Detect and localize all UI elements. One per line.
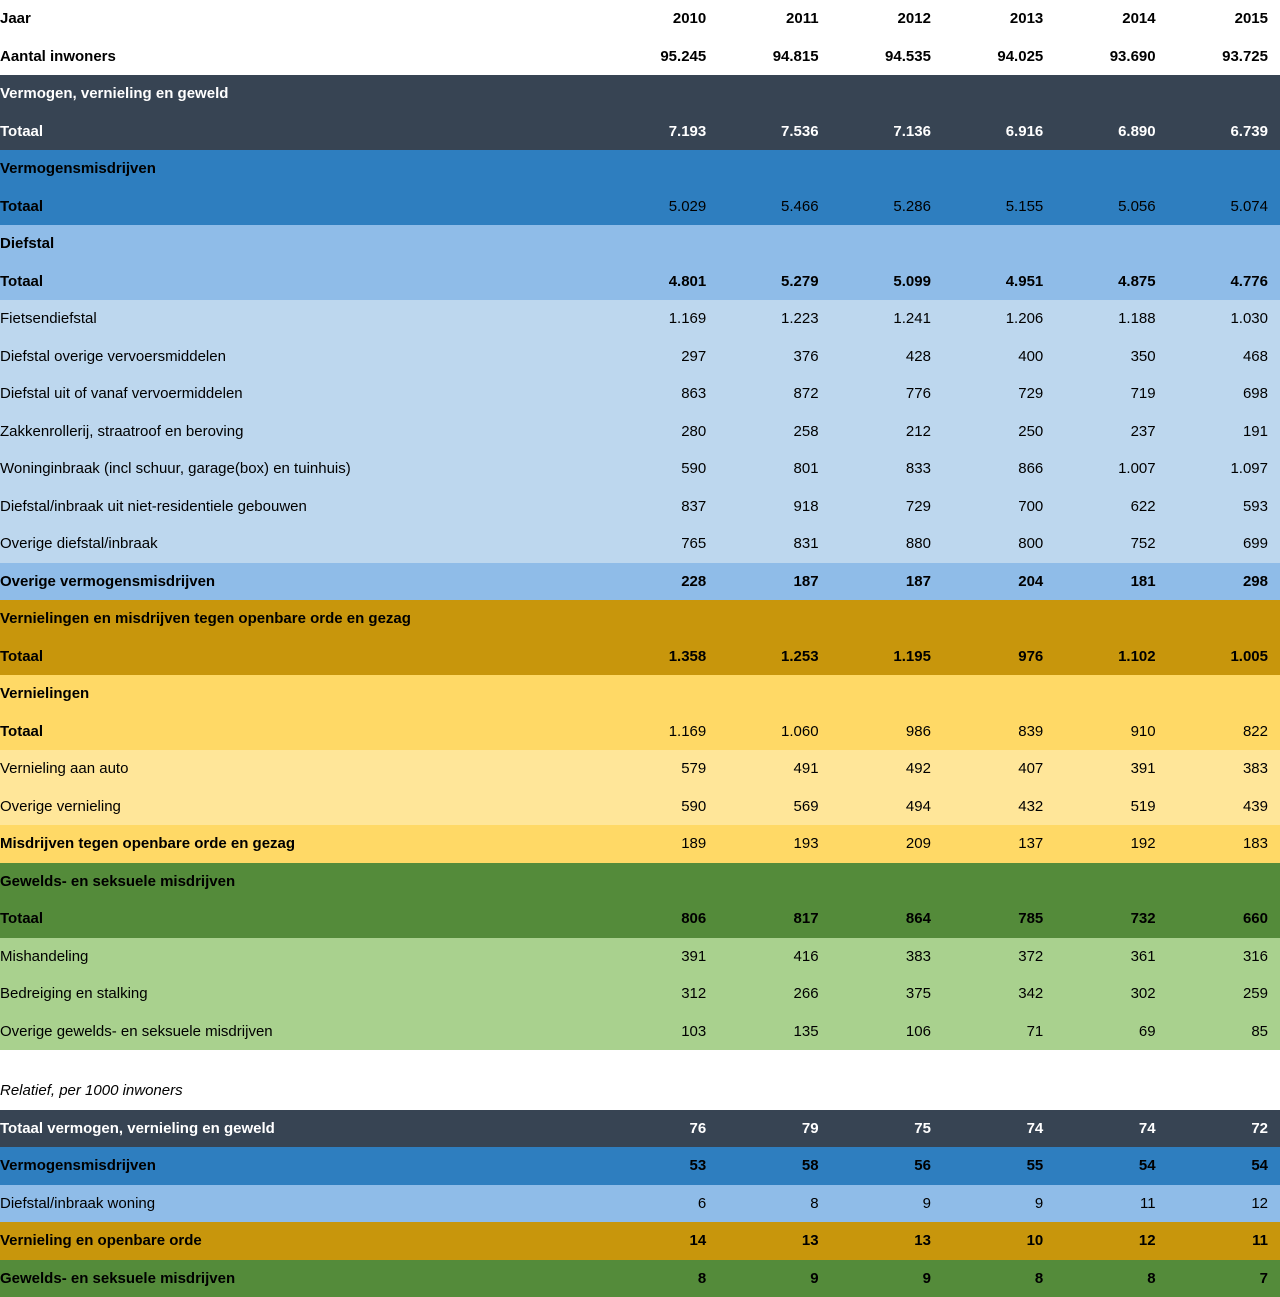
row-value: 8 xyxy=(606,1260,718,1297)
row-value: 866 xyxy=(943,450,1055,488)
row-value: 1.030 xyxy=(1168,300,1280,338)
row-value: 492 xyxy=(831,750,943,788)
subgroup-total-row-diefstal xyxy=(0,263,1280,301)
row-label: Overige vermogensmisdrijven xyxy=(0,563,606,601)
header-population-label: Aantal inwoners xyxy=(0,38,606,76)
row-value: 189 xyxy=(606,825,718,863)
section-total-2015: 6.739 xyxy=(1168,113,1280,151)
relative-row-vernieling xyxy=(0,1222,1280,1260)
table-row xyxy=(0,450,1280,488)
sub0-total-2013: 4.951 xyxy=(943,263,1055,301)
group1-total-2011: 1.253 xyxy=(718,638,830,676)
row-value: 54 xyxy=(1168,1147,1280,1185)
row-value: 519 xyxy=(1055,788,1167,826)
row-value: 106 xyxy=(831,1013,943,1051)
year-2012: 2012 xyxy=(831,0,943,38)
row-value: 192 xyxy=(1055,825,1167,863)
relative-row-diefstal-woning xyxy=(0,1185,1280,1223)
group-total-label-geweld: Totaal xyxy=(0,900,606,938)
row-value: 13 xyxy=(718,1222,830,1260)
subgroup-title-row-diefstal xyxy=(0,225,1280,263)
section-total-label: Totaal xyxy=(0,113,606,151)
table-row xyxy=(0,938,1280,976)
table-row xyxy=(0,1013,1280,1051)
section-total-2010: 7.193 xyxy=(606,113,718,151)
row-value: 375 xyxy=(831,975,943,1013)
group0-total-2013: 5.155 xyxy=(943,188,1055,226)
group0-total-2015: 5.074 xyxy=(1168,188,1280,226)
row-value: 193 xyxy=(718,825,830,863)
group-total-row-geweld xyxy=(0,900,1280,938)
population-2010: 95.245 xyxy=(606,38,718,76)
row-value: 372 xyxy=(943,938,1055,976)
group0-total-2012: 5.286 xyxy=(831,188,943,226)
row-label: Overige vernieling xyxy=(0,788,606,826)
sub1-total-2014: 910 xyxy=(1055,713,1167,751)
row-value: 297 xyxy=(606,338,718,376)
row-value: 266 xyxy=(718,975,830,1013)
row-value: 12 xyxy=(1055,1222,1167,1260)
relative-caption-row xyxy=(0,1072,1280,1110)
row-value: 13 xyxy=(831,1222,943,1260)
table-row xyxy=(0,300,1280,338)
group0-total-2011: 5.466 xyxy=(718,188,830,226)
row-value: 342 xyxy=(943,975,1055,1013)
row-value: 74 xyxy=(1055,1110,1167,1148)
row-value: 74 xyxy=(943,1110,1055,1148)
group1-total-2015: 1.005 xyxy=(1168,638,1280,676)
row-value: 383 xyxy=(831,938,943,976)
population-2011: 94.815 xyxy=(718,38,830,76)
row-value: 54 xyxy=(1055,1147,1167,1185)
row-value: 833 xyxy=(831,450,943,488)
table-row xyxy=(0,338,1280,376)
row-value: 729 xyxy=(943,375,1055,413)
header-row-population xyxy=(0,38,1280,76)
group-title-geweld: Gewelds- en seksuele misdrijven xyxy=(0,863,606,901)
row-value: 316 xyxy=(1168,938,1280,976)
row-value: 312 xyxy=(606,975,718,1013)
row-value: 407 xyxy=(943,750,1055,788)
row-value: 181 xyxy=(1055,563,1167,601)
row-label: Zakkenrollerij, straatroof en beroving xyxy=(0,413,606,451)
row-value: 391 xyxy=(1055,750,1167,788)
row-value: 9 xyxy=(831,1185,943,1223)
year-2010: 2010 xyxy=(606,0,718,38)
sub0-total-2015: 4.776 xyxy=(1168,263,1280,301)
group2-total-2011: 817 xyxy=(718,900,830,938)
row-value: 776 xyxy=(831,375,943,413)
group1-total-2013: 976 xyxy=(943,638,1055,676)
sub1-total-2012: 986 xyxy=(831,713,943,751)
row-value: 416 xyxy=(718,938,830,976)
row-value: 8 xyxy=(718,1185,830,1223)
row-value: 831 xyxy=(718,525,830,563)
section-total-2014: 6.890 xyxy=(1055,113,1167,151)
row-value: 298 xyxy=(1168,563,1280,601)
row-value: 72 xyxy=(1168,1110,1280,1148)
group-title-row-geweld xyxy=(0,863,1280,901)
row-label: Misdrijven tegen openbare orde en gezag xyxy=(0,825,606,863)
row-label: Vernieling aan auto xyxy=(0,750,606,788)
group0-total-2010: 5.029 xyxy=(606,188,718,226)
row-value: 11 xyxy=(1055,1185,1167,1223)
row-value: 103 xyxy=(606,1013,718,1051)
group1-total-2010: 1.358 xyxy=(606,638,718,676)
row-value: 7 xyxy=(1168,1260,1280,1297)
row-value: 209 xyxy=(831,825,943,863)
row-value: 918 xyxy=(718,488,830,526)
row-value: 55 xyxy=(943,1147,1055,1185)
row-value: 593 xyxy=(1168,488,1280,526)
row-label: Diefstal uit of vanaf vervoermiddelen xyxy=(0,375,606,413)
group2-total-2014: 732 xyxy=(1055,900,1167,938)
row-value: 137 xyxy=(943,825,1055,863)
row-value: 12 xyxy=(1168,1185,1280,1223)
year-2013: 2013 xyxy=(943,0,1055,38)
row-label: Overige gewelds- en seksuele misdrijven xyxy=(0,1013,606,1051)
row-value: 361 xyxy=(1055,938,1167,976)
row-value: 212 xyxy=(831,413,943,451)
group2-total-2012: 864 xyxy=(831,900,943,938)
relative-caption: Relatief, per 1000 inwoners xyxy=(0,1072,1280,1110)
row-value: 58 xyxy=(718,1147,830,1185)
table-row xyxy=(0,488,1280,526)
row-value: 491 xyxy=(718,750,830,788)
group-total-row-vermogensmisdrijven xyxy=(0,188,1280,226)
row-value: 432 xyxy=(943,788,1055,826)
population-2013: 94.025 xyxy=(943,38,1055,76)
row-value: 79 xyxy=(718,1110,830,1148)
row-value: 75 xyxy=(831,1110,943,1148)
relative-row-total xyxy=(0,1110,1280,1148)
section-title-row-total xyxy=(0,75,1280,113)
row-value: 729 xyxy=(831,488,943,526)
population-2012: 94.535 xyxy=(831,38,943,76)
row-value: 494 xyxy=(831,788,943,826)
row-label: Mishandeling xyxy=(0,938,606,976)
sub0-total-2014: 4.875 xyxy=(1055,263,1167,301)
sub0-total-2010: 4.801 xyxy=(606,263,718,301)
row-value: 800 xyxy=(943,525,1055,563)
row-value: 350 xyxy=(1055,338,1167,376)
group-total-row-vernielingen xyxy=(0,638,1280,676)
sub1-total-2010: 1.169 xyxy=(606,713,718,751)
row-value: 10 xyxy=(943,1222,1055,1260)
row-value: 183 xyxy=(1168,825,1280,863)
row-value: 9 xyxy=(831,1260,943,1297)
group0-total-2014: 5.056 xyxy=(1055,188,1167,226)
sub1-total-2011: 1.060 xyxy=(718,713,830,751)
row-value: 237 xyxy=(1055,413,1167,451)
row-value: 76 xyxy=(606,1110,718,1148)
sub1-total-2015: 822 xyxy=(1168,713,1280,751)
row-value: 837 xyxy=(606,488,718,526)
row-value: 872 xyxy=(718,375,830,413)
group1-total-2014: 1.102 xyxy=(1055,638,1167,676)
relative-row-geweld xyxy=(0,1260,1280,1297)
year-2015: 2015 xyxy=(1168,0,1280,38)
table-row xyxy=(0,413,1280,451)
sub0-total-2011: 5.279 xyxy=(718,263,830,301)
section-total-2013: 6.916 xyxy=(943,113,1055,151)
row-value: 259 xyxy=(1168,975,1280,1013)
row-value: 880 xyxy=(831,525,943,563)
row-label: Diefstal overige vervoersmiddelen xyxy=(0,338,606,376)
section-title-total: Vermogen, vernieling en geweld xyxy=(0,75,606,113)
row-value: 9 xyxy=(943,1185,1055,1223)
group-total-label-vermogensmisdrijven: Totaal xyxy=(0,188,606,226)
group-title-row-vermogensmisdrijven xyxy=(0,150,1280,188)
row-value: 569 xyxy=(718,788,830,826)
subgroup-title-diefstal: Diefstal xyxy=(0,225,606,263)
group-total-label-vernielingen: Totaal xyxy=(0,638,606,676)
row-value: 1.223 xyxy=(718,300,830,338)
row-value: 228 xyxy=(606,563,718,601)
row-value: 8 xyxy=(943,1260,1055,1297)
year-2014: 2014 xyxy=(1055,0,1167,38)
row-value: 258 xyxy=(718,413,830,451)
row-value: 752 xyxy=(1055,525,1167,563)
subgroup-total-label-diefstal: Totaal xyxy=(0,263,606,301)
subgroup-total-row-vernielingen xyxy=(0,713,1280,751)
table-row xyxy=(0,788,1280,826)
row-value: 187 xyxy=(718,563,830,601)
table-row xyxy=(0,525,1280,563)
row-value: 468 xyxy=(1168,338,1280,376)
row-label: Gewelds- en seksuele misdrijven xyxy=(0,1260,606,1297)
row-value: 53 xyxy=(606,1147,718,1185)
row-value: 622 xyxy=(1055,488,1167,526)
row-value: 85 xyxy=(1168,1013,1280,1051)
sub1-total-2013: 839 xyxy=(943,713,1055,751)
row-value: 719 xyxy=(1055,375,1167,413)
population-2014: 93.690 xyxy=(1055,38,1167,76)
row-value: 187 xyxy=(831,563,943,601)
row-value: 1.206 xyxy=(943,300,1055,338)
row-value: 71 xyxy=(943,1013,1055,1051)
row-value: 1.097 xyxy=(1168,450,1280,488)
row-value: 302 xyxy=(1055,975,1167,1013)
group2-total-2010: 806 xyxy=(606,900,718,938)
section-total-2011: 7.536 xyxy=(718,113,830,151)
subgroup-title-vernielingen: Vernielingen xyxy=(0,675,606,713)
row-value: 280 xyxy=(606,413,718,451)
row-value: 6 xyxy=(606,1185,718,1223)
row-value: 1.007 xyxy=(1055,450,1167,488)
row-value: 1.241 xyxy=(831,300,943,338)
subgroup-total-label-vernielingen: Totaal xyxy=(0,713,606,751)
row-value: 863 xyxy=(606,375,718,413)
row-label: Diefstal/inbraak uit niet-residentiele gebouwen xyxy=(0,488,606,526)
row-label: Totaal vermogen, vernieling en geweld xyxy=(0,1110,606,1148)
table-row xyxy=(0,375,1280,413)
group1-total-2012: 1.195 xyxy=(831,638,943,676)
row-value: 9 xyxy=(718,1260,830,1297)
row-value: 383 xyxy=(1168,750,1280,788)
row-label: Fietsendiefstal xyxy=(0,300,606,338)
group2-total-2013: 785 xyxy=(943,900,1055,938)
row-value: 428 xyxy=(831,338,943,376)
row-value: 204 xyxy=(943,563,1055,601)
row-value: 590 xyxy=(606,450,718,488)
relative-row-vermogensmisdrijven xyxy=(0,1147,1280,1185)
header-year-label: Jaar xyxy=(0,0,606,38)
row-value: 700 xyxy=(943,488,1055,526)
row-value: 698 xyxy=(1168,375,1280,413)
table-row xyxy=(0,750,1280,788)
subgroup-title-row-vernielingen xyxy=(0,675,1280,713)
row-value: 8 xyxy=(1055,1260,1167,1297)
row-label: Diefstal/inbraak woning xyxy=(0,1185,606,1223)
row-value: 135 xyxy=(718,1013,830,1051)
section-total-row xyxy=(0,113,1280,151)
row-value: 801 xyxy=(718,450,830,488)
row-label: Bedreiging en stalking xyxy=(0,975,606,1013)
year-2011: 2011 xyxy=(718,0,830,38)
row-value: 590 xyxy=(606,788,718,826)
group-tail-row-overige-vermogensmisdrijven xyxy=(0,563,1280,601)
section-total-2012: 7.136 xyxy=(831,113,943,151)
group-title-vermogensmisdrijven: Vermogensmisdrijven xyxy=(0,150,606,188)
row-value: 391 xyxy=(606,938,718,976)
row-value: 14 xyxy=(606,1222,718,1260)
row-label: Overige diefstal/inbraak xyxy=(0,525,606,563)
group-tail-row-openbare-orde xyxy=(0,825,1280,863)
row-value: 191 xyxy=(1168,413,1280,451)
row-value: 579 xyxy=(606,750,718,788)
row-value: 56 xyxy=(831,1147,943,1185)
row-label: Vermogensmisdrijven xyxy=(0,1147,606,1185)
group2-total-2015: 660 xyxy=(1168,900,1280,938)
row-value: 1.169 xyxy=(606,300,718,338)
row-value: 69 xyxy=(1055,1013,1167,1051)
row-label: Woninginbraak (incl schuur, garage(box) en tuinhuis) xyxy=(0,450,606,488)
row-value: 376 xyxy=(718,338,830,376)
row-value: 439 xyxy=(1168,788,1280,826)
row-value: 765 xyxy=(606,525,718,563)
row-value: 11 xyxy=(1168,1222,1280,1260)
table-row xyxy=(0,975,1280,1013)
row-value: 1.188 xyxy=(1055,300,1167,338)
group-title-vernielingen: Vernielingen en misdrijven tegen openbare orde en gezag xyxy=(0,600,606,638)
row-value: 250 xyxy=(943,413,1055,451)
section-spacer xyxy=(0,1050,1280,1072)
population-2015: 93.725 xyxy=(1168,38,1280,76)
sub0-total-2012: 5.099 xyxy=(831,263,943,301)
row-value: 400 xyxy=(943,338,1055,376)
header-row-year xyxy=(0,0,1280,38)
group-title-row-vernielingen xyxy=(0,600,1280,638)
row-label: Vernieling en openbare orde xyxy=(0,1222,606,1260)
row-value: 699 xyxy=(1168,525,1280,563)
